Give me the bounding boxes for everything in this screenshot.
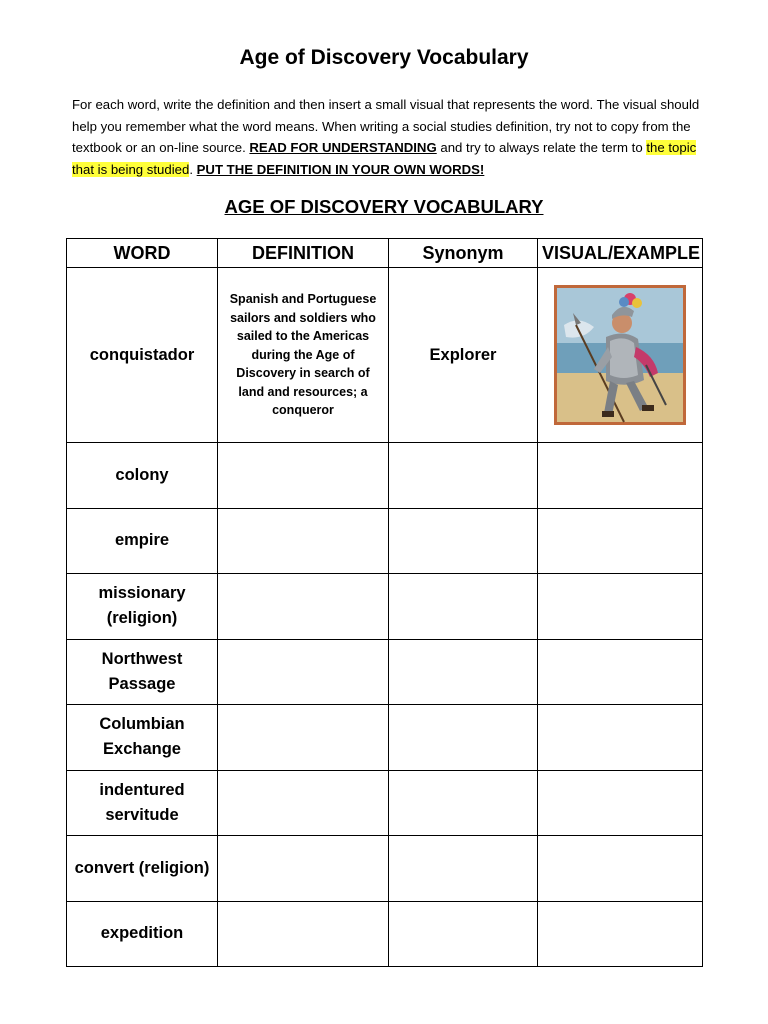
table-header-row [67, 239, 703, 268]
table-row [67, 901, 703, 967]
read-for-understanding-emphasis: READ FOR UNDERSTANDING [249, 140, 437, 155]
table-row [67, 639, 703, 705]
synonym-cell[interactable] [389, 770, 538, 836]
word-cell: expedition [67, 901, 218, 967]
table-row [67, 268, 703, 443]
table-row [67, 574, 703, 640]
visual-cell [538, 268, 703, 443]
word-cell: indentured servitude [67, 770, 218, 836]
word-cell: empire [67, 508, 218, 574]
table-row [67, 508, 703, 574]
visual-cell[interactable] [538, 901, 703, 967]
word-cell: missionary (religion) [67, 574, 218, 640]
visual-cell[interactable] [538, 836, 703, 902]
instructions-text-1: For each word, write the definition and then insert a small visual that represents the word. The visual should help you remember what the word means. When writing a social studies definition, try not to copy from the textbook or an on-line source. [72, 97, 700, 155]
own-words-emphasis: PUT THE DEFINITION IN YOUR OWN WORDS! [196, 161, 485, 177]
table-row [67, 705, 703, 771]
instructions-text-2: and try to always relate the term to [436, 140, 647, 155]
synonym-cell[interactable] [389, 836, 538, 902]
synonym-cell[interactable] [389, 443, 538, 509]
visual-cell[interactable] [538, 639, 703, 705]
definition-cell[interactable] [218, 508, 389, 574]
instructions-paragraph [72, 94, 702, 180]
definition-cell[interactable] [218, 836, 389, 902]
visual-cell[interactable] [538, 574, 703, 640]
page-title: Age of Discovery Vocabulary [239, 46, 529, 69]
word-cell: colony [67, 443, 218, 509]
header-definition: DEFINITION [218, 239, 389, 268]
table-row [67, 443, 703, 509]
definition-cell[interactable] [218, 639, 389, 705]
synonym-cell[interactable] [389, 705, 538, 771]
synonym-cell[interactable] [389, 508, 538, 574]
definition-cell[interactable] [218, 770, 389, 836]
section-title: AGE OF DISCOVERY VOCABULARY [224, 196, 544, 217]
header-word: WORD [67, 239, 218, 268]
word-cell: conquistador [67, 268, 218, 443]
highlighted-topic-text: the topic that is being studied [72, 140, 697, 177]
header-synonym: Synonym [389, 239, 538, 268]
visual-cell[interactable] [538, 770, 703, 836]
synonym-cell[interactable] [389, 639, 538, 705]
instructions-text-3: . [189, 161, 197, 177]
table-row [67, 770, 703, 836]
word-cell: Northwest Passage [67, 639, 218, 705]
definition-cell[interactable] [218, 705, 389, 771]
header-visual-example: VISUAL/EXAMPLE [538, 239, 703, 268]
conquistador-portrait-image [554, 285, 686, 425]
definition-cell[interactable] [218, 901, 389, 967]
word-cell: Columbian Exchange [67, 705, 218, 771]
synonym-cell: Explorer [389, 268, 538, 443]
table-row [67, 836, 703, 902]
word-cell: convert (religion) [67, 836, 218, 902]
definition-cell[interactable] [218, 574, 389, 640]
definition-cell: Spanish and Portuguese sailors and soldiers who sailed to the Americas during the Age of Discovery in search of land and resources; a conqueror [218, 268, 389, 443]
vocabulary-table [66, 238, 703, 967]
visual-cell[interactable] [538, 443, 703, 509]
visual-cell[interactable] [538, 508, 703, 574]
definition-cell[interactable] [218, 443, 389, 509]
synonym-cell[interactable] [389, 901, 538, 967]
visual-cell[interactable] [538, 705, 703, 771]
synonym-cell[interactable] [389, 574, 538, 640]
